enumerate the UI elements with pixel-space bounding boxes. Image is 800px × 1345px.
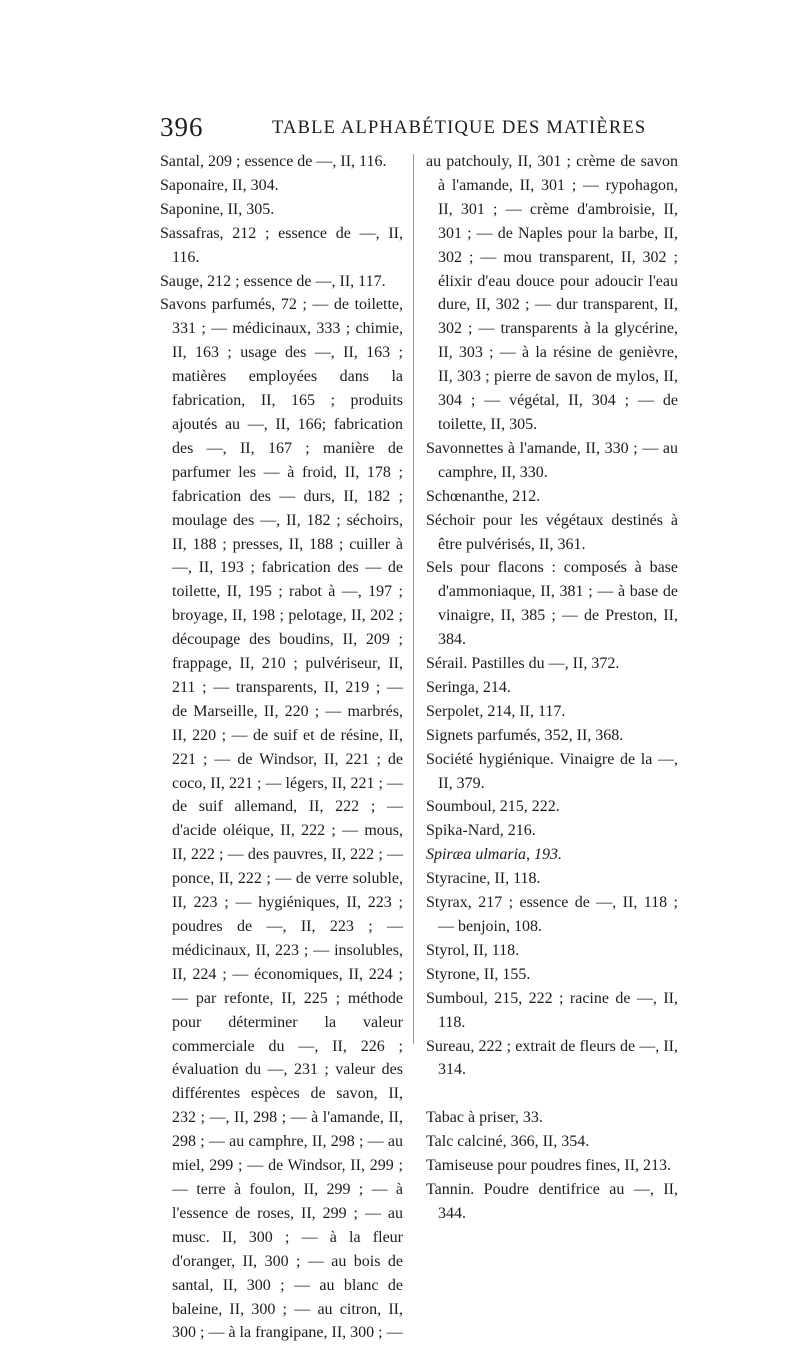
index-column-right	[426, 150, 678, 1226]
running-title: TABLE ALPHABÉTIQUE DES MATIÈRES	[272, 118, 647, 138]
index-entry: Styracine, II, 118.	[426, 870, 541, 888]
index-entry: Styrone, II, 155.	[426, 965, 531, 983]
index-entry: Signets parfumés, 352, II, 368.	[426, 726, 624, 744]
page-header	[160, 112, 680, 148]
index-entry: Styrax, 217 ; essence de —, II, 118 ; — benjoin, 108.	[426, 894, 678, 935]
page-number: 396	[160, 112, 204, 142]
index-entry: Tabac à priser, 33.	[426, 1109, 543, 1127]
index-entry: Saponine, II, 305.	[160, 200, 275, 218]
index-entry: Sassafras, 212 ; essence de —, II, 116.	[160, 224, 403, 266]
index-entry: Seringa, 214.	[426, 678, 511, 696]
index-entry: Sauge, 212 ; essence de —, II, 117.	[160, 272, 386, 290]
index-entry: Talc calciné, 366, II, 354.	[426, 1133, 590, 1151]
index-column-left	[160, 150, 403, 1345]
index-entry: Sumboul, 215, 222 ; racine de —, II, 118.	[426, 989, 678, 1031]
index-entry: Styrol, II, 118.	[426, 941, 520, 959]
index-entry: Serpolet, 214, II, 117.	[426, 702, 566, 720]
index-entry: Sels pour flacons : composés à base d'ammoniaque, II, 381 ; — à base de vinaigre, II, 385 ; — de Preston, II, 384.	[426, 559, 678, 649]
column-divider	[413, 154, 414, 1044]
index-entry: Soumboul, 215, 222.	[426, 798, 560, 816]
index-entry: Séchoir pour les végétaux destinés à être pulvérisés, II, 361.	[426, 511, 678, 553]
index-entry: Savonnettes à l'amande, II, 330 ; — au camphre, II, 330.	[426, 439, 678, 481]
index-entry: au patchouly, II, 301 ; crème de savon à l'amande, II, 301 ; — rypohagon, II, 301 ; — crème d'ambroisie, II, 301 ; — de Naples pour la barbe, II, 302 ; — mou transparent, II, 302 ; élixir d'eau douce pour adoucir l'eau dure, II, 302 ; — dur transparent, II, 302 ; — transparents à la glycérine, II, 303 ; — à la résine de genièvre, II, 303 ; pierre de savon de mylos, II, 304 ; — végétal, II, 304 ; — de toilette, II, 305.	[426, 153, 678, 433]
index-entry: Saponaire, II, 304.	[160, 176, 279, 194]
index-entry: Savons parfumés, 72 ; — de toilette, 331 ; — médicinaux, 333 ; chimie, II, 163 ; usage des —, II, 163 ; matières employées dans la fabrication, II, 165 ; produits ajoutés au —, II, 166; fabrication des —, II, 167 ; manière de parfumer les — à froid, II, 178 ; fabrication des — durs, II, 182 ; moulage des —, II, 182 ; séchoirs, II, 188 ; presses, II, 188 ; cuiller à —, II, 193 ; fabrication des — de toilette, II, 195 ; rabot à —, 197 ; broyage, II, 198 ; pelotage, II, 202 ; découpage des boudins, II, 209 ; frappage, II, 210 ; pulvériseur, II, 211 ; — transparents, II, 219 ; — de Marseille, II, 220 ; — marbrés, II, 220 ; — de suif et de résine, II, 221 ; — de Windsor, II, 221 ; de coco, II, 221 ; — légers, II, 221 ; — de suif allemand, II, 222 ; — d'acide oléique, II, 222 ; — mous, II, 222 ; — des pauvres, II, 222 ; — ponce, II, 222 ; — de verre soluble, II, 223 ; — hygiéniques, II, 223 ; poudres de —, II, 223 ; — médicinaux, II, 223 ; — insolubles, II, 224 ; — économiques, II, 224 ; — par refonte, II, 225 ; méthode pour déterminer la valeur commerciale du —, II, 226 ; évaluation du —, 231 ; valeur des différentes espèces de savon, II, 232 ; —, II, 298 ; — à l'amande, II, 298 ; — au camphre, II, 298 ; — au miel, 299 ; — de Windsor, II, 299 ; — terre à foulon, II, 299 ; — à l'essence de roses, II, 299 ; — au musc. II, 300 ; — à la fleur d'oranger, II, 300 ; — au bois de santal, II, 300 ; — au blanc de baleine, II, 300 ; — au citron, II, 300 ; — à la frangipane, II, 300 ; —	[160, 296, 403, 1342]
index-entry: Schœnanthe, 212.	[426, 487, 541, 505]
index-entry: Tamiseuse pour poudres fines, II, 213.	[426, 1157, 672, 1175]
index-entry: Spika-Nard, 216.	[426, 822, 536, 840]
index-entry: Spiræa ulmaria, 193.	[426, 846, 563, 864]
index-entry: Sureau, 222 ; extrait de fleurs de —, II, 314.	[426, 1037, 678, 1079]
index-entry: Société hygiénique. Vinaigre de la —, II, 379.	[426, 750, 678, 792]
section-gap	[426, 1082, 678, 1106]
index-entry: Tannin. Poudre dentifrice au —, II, 344.	[426, 1181, 678, 1222]
index-entry: Sérail. Pastilles du —, II, 372.	[426, 655, 620, 673]
index-entry: Santal, 209 ; essence de —, II, 116.	[160, 153, 387, 170]
